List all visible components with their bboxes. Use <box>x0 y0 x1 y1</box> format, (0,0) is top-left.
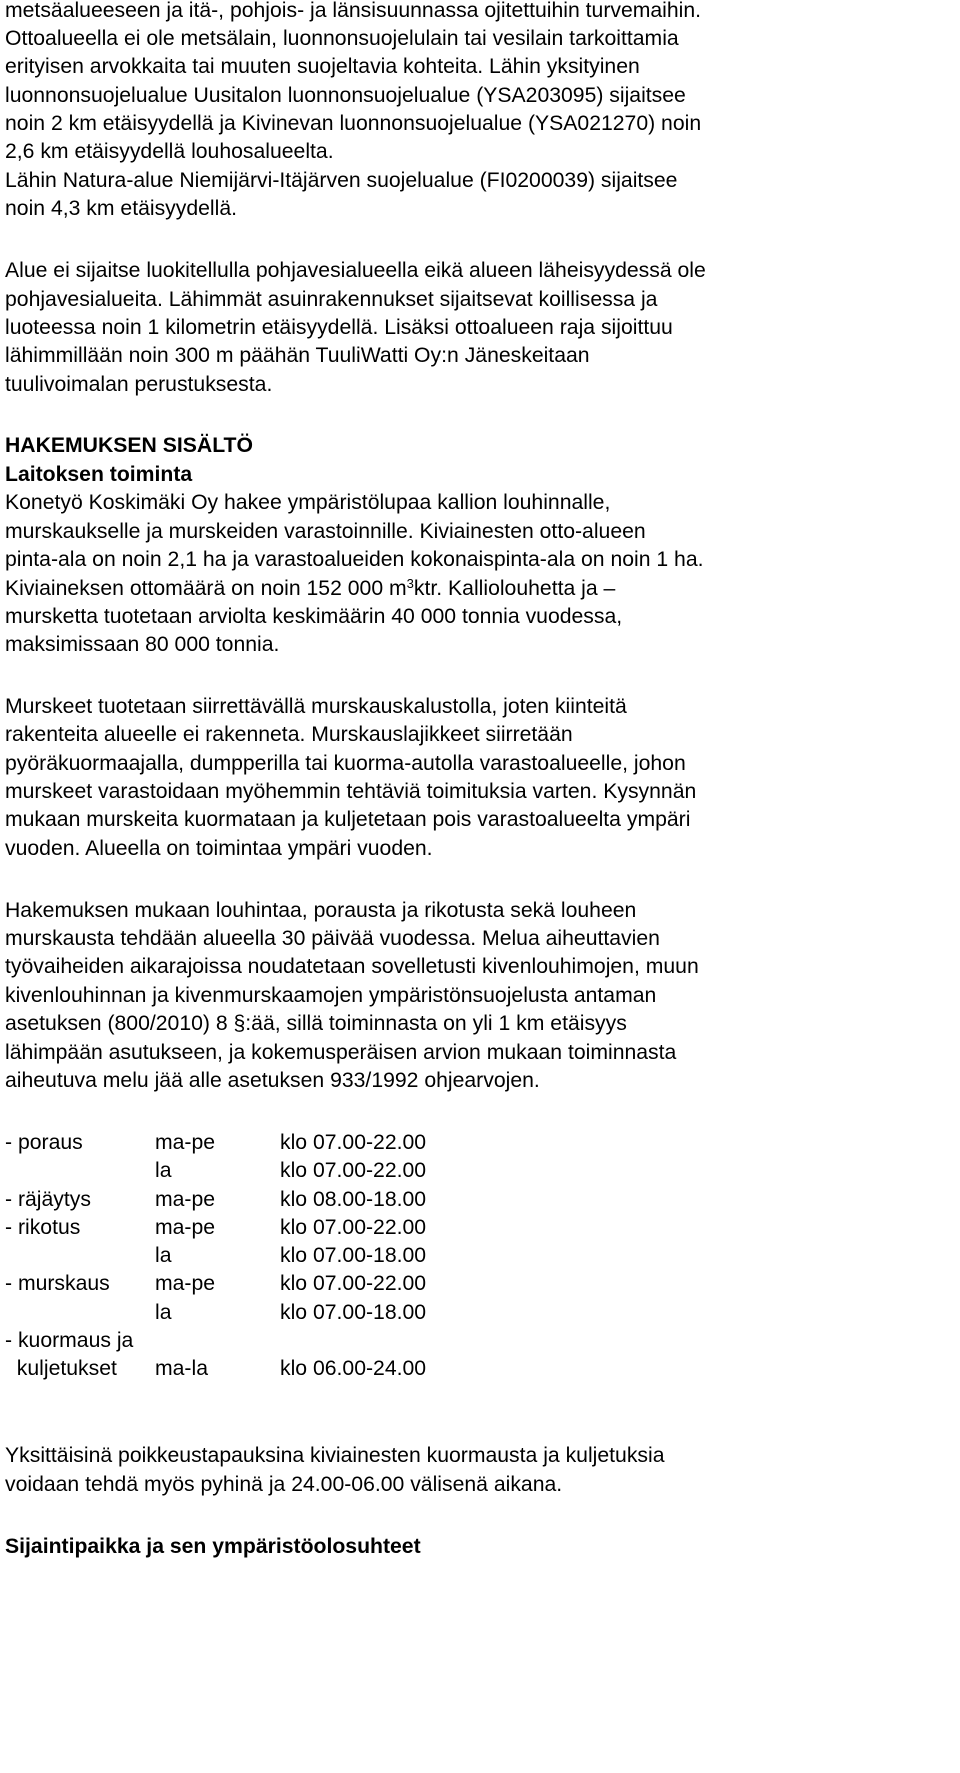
text-fragment: ktr. Kalliolouhetta ja – <box>413 577 616 600</box>
activity-cell: - poraus <box>5 1131 83 1154</box>
activity-cell: - räjäytys <box>5 1187 91 1211</box>
text-line: Ottoalueella ei ole metsälain, luonnonsuojelulain tai vesilain tarkoittamia <box>5 27 679 50</box>
text-line: voidaan tehdä myös pyhinä ja 24.00-06.00 välisenä aikana. <box>5 1473 563 1496</box>
text-line: asetuksen (800/2010) 8 §:ää, sillä toiminnasta on yli 1 km etäisyys <box>5 1012 627 1035</box>
time-cell: klo 07.00-18.00 <box>280 1300 427 1324</box>
activity-cell: - rikotus <box>5 1215 81 1239</box>
time-cell: klo 08.00-18.00 <box>280 1187 427 1211</box>
text-line: tuulivoimalan perustuksesta. <box>5 373 273 396</box>
days-cell: ma-pe <box>155 1272 216 1296</box>
activity-cell: - murskaus <box>5 1272 110 1296</box>
text-line: mursketta tuotetaan arviolta keskimäärin 40 000 tonnia vuodessa, <box>5 605 623 628</box>
text-fragment: Kiviaineksen ottomäärä on noin 152 000 m <box>5 577 407 600</box>
days-cell: ma-la <box>155 1357 208 1381</box>
text-line: pohjavesialueita. Lähimmät asuinrakennukset sijaitsevat koillisessa ja <box>5 288 658 311</box>
text-line: 2,6 km etäisyydellä louhosalueelta. <box>5 140 334 163</box>
text-line: noin 2 km etäisyydellä ja Kivinevan luonnonsuojelualue (YSA021270) noin <box>5 112 702 135</box>
text-line: mukaan murskeita kuormataan ja kuljetetaan pois varastoalueelta ympäri <box>5 808 691 831</box>
days-cell: ma-pe <box>155 1187 216 1211</box>
time-cell: klo 07.00-22.00 <box>280 1272 427 1296</box>
text-line: pinta-ala on noin 2,1 ha ja varastoalueiden kokonaispinta-ala on noin 1 ha. <box>5 548 704 571</box>
text-line: murskausta tehdään alueella 30 päivää vuodessa. Melua aiheuttavien <box>5 927 660 950</box>
superscript: 3 <box>406 576 414 591</box>
text-line: Yksittäisinä poikkeustapauksina kiviainesten kuormausta ja kuljetuksia <box>5 1444 665 1467</box>
activity-cell: - kuormaus ja <box>5 1329 134 1353</box>
subsection-heading: Sijaintipaikka ja sen ympäristöolosuhteet <box>5 1535 421 1558</box>
time-cell: klo 07.00-22.00 <box>280 1131 427 1154</box>
text-line: pyöräkuormaajalla, dumpperilla tai kuorma-autolla varastoalueelle, johon <box>5 752 686 775</box>
time-cell: klo 06.00-24.00 <box>280 1357 427 1381</box>
days-cell: ma-pe <box>155 1215 216 1239</box>
text-line: rakenteita alueelle ei rakenneta. Murskauslajikkeet siirretään <box>5 723 573 746</box>
days-cell: la <box>155 1244 172 1268</box>
text-line: erityisen arvokkaita tai muuten suojeltavia kohteita. Lähin yksityinen <box>5 55 640 78</box>
time-cell: klo 07.00-22.00 <box>280 1159 427 1183</box>
time-cell: klo 07.00-18.00 <box>280 1244 427 1268</box>
days-cell: la <box>155 1159 172 1183</box>
activity-cell: kuljetukset <box>5 1357 117 1381</box>
text-line: kivenlouhinnan ja kivenmurskaamojen ympäristönsuojelusta antaman <box>5 984 657 1007</box>
text-line: työvaiheiden aikarajoissa noudatetaan sovelletusti kivenlouhimojen, muun <box>5 955 699 978</box>
text-line: vuoden. Alueella on toimintaa ympäri vuoden. <box>5 837 433 860</box>
text-line: noin 4,3 km etäisyydellä. <box>5 197 238 220</box>
text-line: maksimissaan 80 000 tonnia. <box>5 633 280 656</box>
subsection-heading: Laitoksen toiminta <box>5 463 193 486</box>
section-heading: HAKEMUKSEN SISÄLTÖ <box>5 434 253 457</box>
text-line: murskeet varastoidaan myöhemmin tehtäviä toimituksia varten. Kysynnän <box>5 780 697 803</box>
text-line: metsäalueeseen ja itä-, pohjois- ja länsisuunnassa ojitettuihin turvemaihin. <box>5 0 702 22</box>
text-line: lähimmillään noin 300 m päähän TuuliWatti Oy:n Jäneskeitaan <box>5 344 590 367</box>
text-line: luonnonsuojelualue Uusitalon luonnonsuojelualue (YSA203095) sijaitsee <box>5 84 686 107</box>
text-line: lähimpään asutukseen, ja kokemusperäisen arvion mukaan toiminnasta <box>5 1041 677 1064</box>
text-line: Hakemuksen mukaan louhintaa, porausta ja rikotusta sekä louheen <box>5 899 637 922</box>
time-cell: klo 07.00-22.00 <box>280 1215 427 1239</box>
text-line: Murskeet tuotetaan siirrettävällä murskauskalustolla, joten kiinteitä <box>5 695 627 718</box>
text-line: luoteessa noin 1 kilometrin etäisyydellä. Lisäksi ottoalueen raja sijoittuu <box>5 316 673 339</box>
text-line: murskaukselle ja murskeiden varastoinnille. Kiviainesten otto-alueen <box>5 520 646 543</box>
text-line: Konetyö Koskimäki Oy hakee ympäristölupaa kallion louhinnalle, <box>5 491 611 514</box>
text-line: Lähin Natura-alue Niemijärvi-Itäjärven suojelualue (FI0200039) sijaitsee <box>5 169 678 192</box>
text-line: Alue ei sijaitse luokitellulla pohjavesialueella eikä alueen läheisyydessä ole <box>5 259 706 282</box>
days-cell: la <box>155 1300 172 1324</box>
days-cell: ma-pe <box>155 1131 216 1154</box>
text-line <box>5 574 615 604</box>
text-line: aiheutuva melu jää alle asetuksen 933/1992 ohjearvojen. <box>5 1069 540 1092</box>
